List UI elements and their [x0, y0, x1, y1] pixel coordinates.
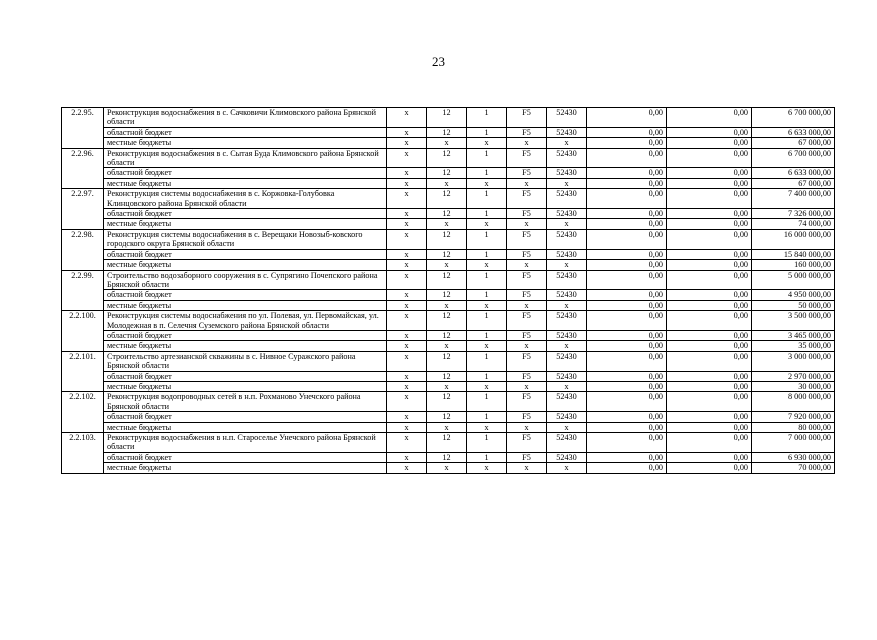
code-col-4: x — [507, 463, 547, 473]
code-col-4: F5 — [507, 452, 547, 462]
amount-col-1: 0,00 — [587, 189, 667, 209]
code-col-2: x — [427, 219, 467, 229]
amount-total: 7 400 000,00 — [752, 189, 835, 209]
code-col-2: x — [427, 138, 467, 148]
table-row — [62, 433, 835, 453]
table-subrow — [62, 452, 835, 462]
code-col-5: 52430 — [547, 229, 587, 249]
code-col-1: x — [387, 290, 427, 300]
amount-col-1: 0,00 — [587, 229, 667, 249]
code-col-5: x — [547, 260, 587, 270]
item-name: Реконструкция системы водоснабжения по ул. Полевая, ул. Первомайская, ул. Молодежная в п. Селечня Суземского района Брянской области — [104, 311, 387, 331]
amount-total: 4 950 000,00 — [752, 290, 835, 300]
amount-col-2: 0,00 — [667, 249, 752, 259]
code-col-1: x — [387, 351, 427, 371]
amount-total: 6 700 000,00 — [752, 148, 835, 168]
table-subrow — [62, 178, 835, 188]
code-col-5: 52430 — [547, 371, 587, 381]
amount-total: 3 500 000,00 — [752, 311, 835, 331]
code-col-4: F5 — [507, 351, 547, 371]
code-col-2: x — [427, 381, 467, 391]
code-col-1: x — [387, 209, 427, 219]
code-col-2: 12 — [427, 108, 467, 128]
item-number: 2.2.97. — [62, 189, 104, 230]
amount-col-1: 0,00 — [587, 260, 667, 270]
code-col-2: 12 — [427, 209, 467, 219]
amount-total: 6 930 000,00 — [752, 452, 835, 462]
table-subrow — [62, 168, 835, 178]
amount-col-1: 0,00 — [587, 148, 667, 168]
code-col-2: 12 — [427, 330, 467, 340]
amount-col-2: 0,00 — [667, 341, 752, 351]
table-subrow — [62, 138, 835, 148]
table-subrow — [62, 371, 835, 381]
code-col-3: 1 — [467, 311, 507, 331]
table-subrow — [62, 249, 835, 259]
amount-total: 7 920 000,00 — [752, 412, 835, 422]
code-col-5: 52430 — [547, 189, 587, 209]
code-col-4: x — [507, 422, 547, 432]
code-col-5: x — [547, 341, 587, 351]
code-col-4: x — [507, 178, 547, 188]
code-col-1: x — [387, 189, 427, 209]
code-col-5: 52430 — [547, 108, 587, 128]
code-col-4: F5 — [507, 168, 547, 178]
code-col-4: x — [507, 381, 547, 391]
table-subrow — [62, 330, 835, 340]
table-subrow — [62, 422, 835, 432]
amount-col-1: 0,00 — [587, 351, 667, 371]
table-subrow — [62, 300, 835, 310]
amount-col-1: 0,00 — [587, 412, 667, 422]
code-col-2: 12 — [427, 270, 467, 290]
code-col-5: x — [547, 300, 587, 310]
table-row — [62, 148, 835, 168]
funding-source: областной бюджет — [104, 209, 387, 219]
amount-col-2: 0,00 — [667, 189, 752, 209]
amount-col-1: 0,00 — [587, 249, 667, 259]
amount-col-2: 0,00 — [667, 392, 752, 412]
funding-source: областной бюджет — [104, 168, 387, 178]
amount-col-2: 0,00 — [667, 260, 752, 270]
code-col-3: 1 — [467, 209, 507, 219]
code-col-2: 12 — [427, 392, 467, 412]
table-subrow — [62, 127, 835, 137]
code-col-3: 1 — [467, 412, 507, 422]
code-col-2: 12 — [427, 290, 467, 300]
amount-col-2: 0,00 — [667, 148, 752, 168]
code-col-2: 12 — [427, 311, 467, 331]
amount-total: 7 326 000,00 — [752, 209, 835, 219]
amount-col-2: 0,00 — [667, 381, 752, 391]
amount-col-1: 0,00 — [587, 290, 667, 300]
code-col-4: F5 — [507, 229, 547, 249]
code-col-2: 12 — [427, 433, 467, 453]
funding-source: областной бюджет — [104, 371, 387, 381]
amount-total: 6 633 000,00 — [752, 127, 835, 137]
code-col-3: x — [467, 381, 507, 391]
table-row — [62, 351, 835, 371]
amount-col-2: 0,00 — [667, 311, 752, 331]
funding-source: областной бюджет — [104, 330, 387, 340]
funding-source: местные бюджеты — [104, 463, 387, 473]
amount-col-1: 0,00 — [587, 270, 667, 290]
amount-col-1: 0,00 — [587, 219, 667, 229]
amount-col-2: 0,00 — [667, 290, 752, 300]
amount-col-1: 0,00 — [587, 452, 667, 462]
amount-col-1: 0,00 — [587, 422, 667, 432]
item-name: Реконструкция водоснабжения в с. Сачковичи Климовского района Брянской области — [104, 108, 387, 128]
table-subrow — [62, 290, 835, 300]
code-col-1: x — [387, 249, 427, 259]
amount-total: 15 840 000,00 — [752, 249, 835, 259]
funding-source: местные бюджеты — [104, 219, 387, 229]
code-col-5: 52430 — [547, 270, 587, 290]
code-col-2: 12 — [427, 127, 467, 137]
code-col-1: x — [387, 311, 427, 331]
code-col-4: F5 — [507, 311, 547, 331]
code-col-2: 12 — [427, 168, 467, 178]
funding-source: местные бюджеты — [104, 300, 387, 310]
amount-col-2: 0,00 — [667, 209, 752, 219]
code-col-5: x — [547, 178, 587, 188]
funding-source: местные бюджеты — [104, 260, 387, 270]
code-col-1: x — [387, 138, 427, 148]
code-col-2: x — [427, 260, 467, 270]
table-row — [62, 270, 835, 290]
code-col-4: F5 — [507, 148, 547, 168]
code-col-5: 52430 — [547, 168, 587, 178]
amount-total: 6 633 000,00 — [752, 168, 835, 178]
code-col-4: F5 — [507, 209, 547, 219]
amount-col-1: 0,00 — [587, 168, 667, 178]
code-col-2: 12 — [427, 229, 467, 249]
table-subrow — [62, 463, 835, 473]
table-row — [62, 108, 835, 128]
amount-total: 8 000 000,00 — [752, 392, 835, 412]
code-col-1: x — [387, 300, 427, 310]
funding-source: областной бюджет — [104, 412, 387, 422]
table-row — [62, 229, 835, 249]
amount-col-2: 0,00 — [667, 168, 752, 178]
amount-col-1: 0,00 — [587, 433, 667, 453]
item-number: 2.2.99. — [62, 270, 104, 311]
code-col-1: x — [387, 127, 427, 137]
table-subrow — [62, 260, 835, 270]
code-col-1: x — [387, 330, 427, 340]
amount-col-2: 0,00 — [667, 108, 752, 128]
amount-col-1: 0,00 — [587, 463, 667, 473]
budget-table — [61, 107, 835, 474]
item-name: Реконструкция водоснабжения в н.п. Староселье Унечского района Брянской области — [104, 433, 387, 453]
amount-col-1: 0,00 — [587, 178, 667, 188]
code-col-3: 1 — [467, 392, 507, 412]
funding-source: областной бюджет — [104, 127, 387, 137]
item-name: Реконструкция водопроводных сетей в н.п. Рохманово Унечского района Брянской области — [104, 392, 387, 412]
table-subrow — [62, 219, 835, 229]
code-col-2: 12 — [427, 189, 467, 209]
code-col-1: x — [387, 178, 427, 188]
amount-total: 50 000,00 — [752, 300, 835, 310]
code-col-4: F5 — [507, 330, 547, 340]
code-col-2: 12 — [427, 371, 467, 381]
code-col-5: 52430 — [547, 433, 587, 453]
amount-col-1: 0,00 — [587, 209, 667, 219]
funding-source: областной бюджет — [104, 290, 387, 300]
code-col-2: x — [427, 341, 467, 351]
item-name: Строительство артезианской скважины в с. Нивное Суражского района Брянской области — [104, 351, 387, 371]
amount-total: 160 000,00 — [752, 260, 835, 270]
amount-col-2: 0,00 — [667, 371, 752, 381]
item-number: 2.2.98. — [62, 229, 104, 270]
amount-col-1: 0,00 — [587, 127, 667, 137]
code-col-5: x — [547, 463, 587, 473]
page-number: 23 — [432, 54, 445, 69]
amount-total: 67 000,00 — [752, 178, 835, 188]
amount-total: 5 000 000,00 — [752, 270, 835, 290]
code-col-3: x — [467, 341, 507, 351]
code-col-5: 52430 — [547, 452, 587, 462]
amount-col-1: 0,00 — [587, 300, 667, 310]
code-col-4: F5 — [507, 270, 547, 290]
amount-col-2: 0,00 — [667, 422, 752, 432]
code-col-3: 1 — [467, 108, 507, 128]
code-col-3: 1 — [467, 452, 507, 462]
code-col-4: F5 — [507, 412, 547, 422]
code-col-4: F5 — [507, 249, 547, 259]
table-subrow — [62, 209, 835, 219]
amount-col-2: 0,00 — [667, 351, 752, 371]
code-col-1: x — [387, 381, 427, 391]
code-col-2: 12 — [427, 412, 467, 422]
code-col-4: F5 — [507, 392, 547, 412]
item-name: Реконструкция системы водоснабжения в с. Верещаки Новозыб-ковского городского округа Брянской области — [104, 229, 387, 249]
code-col-3: 1 — [467, 148, 507, 168]
code-col-5: 52430 — [547, 412, 587, 422]
funding-source: местные бюджеты — [104, 381, 387, 391]
table-body — [62, 108, 835, 474]
code-col-3: 1 — [467, 249, 507, 259]
code-col-5: x — [547, 381, 587, 391]
table-subrow — [62, 341, 835, 351]
code-col-1: x — [387, 270, 427, 290]
table-row — [62, 392, 835, 412]
code-col-1: x — [387, 412, 427, 422]
code-col-3: x — [467, 178, 507, 188]
code-col-1: x — [387, 168, 427, 178]
code-col-3: x — [467, 300, 507, 310]
code-col-3: 1 — [467, 127, 507, 137]
code-col-3: x — [467, 138, 507, 148]
code-col-3: 1 — [467, 229, 507, 249]
amount-total: 30 000,00 — [752, 381, 835, 391]
code-col-3: x — [467, 463, 507, 473]
code-col-4: F5 — [507, 127, 547, 137]
code-col-1: x — [387, 260, 427, 270]
code-col-5: 52430 — [547, 311, 587, 331]
code-col-3: 1 — [467, 290, 507, 300]
amount-col-2: 0,00 — [667, 270, 752, 290]
amount-col-2: 0,00 — [667, 229, 752, 249]
code-col-5: 52430 — [547, 127, 587, 137]
item-number: 2.2.102. — [62, 392, 104, 433]
code-col-4: F5 — [507, 108, 547, 128]
code-col-4: x — [507, 219, 547, 229]
code-col-4: F5 — [507, 433, 547, 453]
amount-total: 80 000,00 — [752, 422, 835, 432]
amount-col-1: 0,00 — [587, 371, 667, 381]
amount-total: 7 000 000,00 — [752, 433, 835, 453]
amount-col-2: 0,00 — [667, 138, 752, 148]
code-col-4: x — [507, 341, 547, 351]
amount-total: 16 000 000,00 — [752, 229, 835, 249]
code-col-5: 52430 — [547, 249, 587, 259]
amount-col-1: 0,00 — [587, 311, 667, 331]
code-col-3: 1 — [467, 168, 507, 178]
code-col-3: 1 — [467, 351, 507, 371]
code-col-3: x — [467, 260, 507, 270]
amount-col-2: 0,00 — [667, 300, 752, 310]
code-col-2: x — [427, 178, 467, 188]
code-col-2: x — [427, 422, 467, 432]
code-col-4: x — [507, 300, 547, 310]
code-col-1: x — [387, 341, 427, 351]
amount-col-2: 0,00 — [667, 463, 752, 473]
item-name: Строительство водозаборного сооружения в с. Супрягино Почепского района Брянской области — [104, 270, 387, 290]
table-subrow — [62, 412, 835, 422]
code-col-1: x — [387, 433, 427, 453]
amount-col-1: 0,00 — [587, 381, 667, 391]
amount-col-1: 0,00 — [587, 392, 667, 412]
code-col-1: x — [387, 229, 427, 249]
amount-col-1: 0,00 — [587, 138, 667, 148]
table-row — [62, 311, 835, 331]
amount-total: 6 700 000,00 — [752, 108, 835, 128]
code-col-1: x — [387, 392, 427, 412]
amount-col-2: 0,00 — [667, 127, 752, 137]
code-col-5: 52430 — [547, 148, 587, 168]
funding-source: местные бюджеты — [104, 422, 387, 432]
code-col-2: 12 — [427, 452, 467, 462]
amount-total: 2 970 000,00 — [752, 371, 835, 381]
funding-source: местные бюджеты — [104, 341, 387, 351]
amount-col-1: 0,00 — [587, 108, 667, 128]
amount-total: 35 000,00 — [752, 341, 835, 351]
item-number: 2.2.101. — [62, 351, 104, 392]
amount-col-2: 0,00 — [667, 178, 752, 188]
amount-col-1: 0,00 — [587, 330, 667, 340]
code-col-5: 52430 — [547, 392, 587, 412]
item-name: Реконструкция системы водоснабжения в с. Коржовка-Голубовка Клинцовского района Брянской области — [104, 189, 387, 209]
item-number: 2.2.96. — [62, 148, 104, 189]
amount-col-2: 0,00 — [667, 412, 752, 422]
code-col-3: 1 — [467, 433, 507, 453]
code-col-2: 12 — [427, 249, 467, 259]
funding-source: областной бюджет — [104, 452, 387, 462]
table-row — [62, 189, 835, 209]
code-col-3: x — [467, 219, 507, 229]
amount-col-1: 0,00 — [587, 341, 667, 351]
amount-col-2: 0,00 — [667, 330, 752, 340]
code-col-2: x — [427, 463, 467, 473]
item-number: 2.2.100. — [62, 311, 104, 352]
code-col-3: x — [467, 422, 507, 432]
amount-total: 70 000,00 — [752, 463, 835, 473]
amount-total: 67 000,00 — [752, 138, 835, 148]
code-col-1: x — [387, 108, 427, 128]
code-col-1: x — [387, 422, 427, 432]
code-col-1: x — [387, 452, 427, 462]
code-col-2: 12 — [427, 148, 467, 168]
code-col-3: 1 — [467, 189, 507, 209]
code-col-3: 1 — [467, 330, 507, 340]
code-col-1: x — [387, 148, 427, 168]
item-number: 2.2.103. — [62, 433, 104, 474]
code-col-3: 1 — [467, 371, 507, 381]
funding-source: областной бюджет — [104, 249, 387, 259]
code-col-1: x — [387, 463, 427, 473]
amount-total: 3 465 000,00 — [752, 330, 835, 340]
code-col-5: 52430 — [547, 351, 587, 371]
code-col-2: x — [427, 300, 467, 310]
amount-col-2: 0,00 — [667, 219, 752, 229]
code-col-4: x — [507, 138, 547, 148]
code-col-4: F5 — [507, 189, 547, 209]
code-col-4: x — [507, 260, 547, 270]
code-col-5: 52430 — [547, 330, 587, 340]
amount-total: 3 000 000,00 — [752, 351, 835, 371]
code-col-2: 12 — [427, 351, 467, 371]
code-col-5: x — [547, 138, 587, 148]
code-col-5: 52430 — [547, 209, 587, 219]
item-name: Реконструкция водоснабжения в с. Сытая Буда Климовского района Брянской области — [104, 148, 387, 168]
funding-source: местные бюджеты — [104, 138, 387, 148]
code-col-5: 52430 — [547, 290, 587, 300]
code-col-4: F5 — [507, 371, 547, 381]
code-col-5: x — [547, 219, 587, 229]
table-subrow — [62, 381, 835, 391]
amount-col-2: 0,00 — [667, 433, 752, 453]
code-col-1: x — [387, 371, 427, 381]
amount-col-2: 0,00 — [667, 452, 752, 462]
item-number: 2.2.95. — [62, 108, 104, 149]
code-col-4: F5 — [507, 290, 547, 300]
funding-source: местные бюджеты — [104, 178, 387, 188]
code-col-1: x — [387, 219, 427, 229]
amount-total: 74 000,00 — [752, 219, 835, 229]
code-col-5: x — [547, 422, 587, 432]
code-col-3: 1 — [467, 270, 507, 290]
